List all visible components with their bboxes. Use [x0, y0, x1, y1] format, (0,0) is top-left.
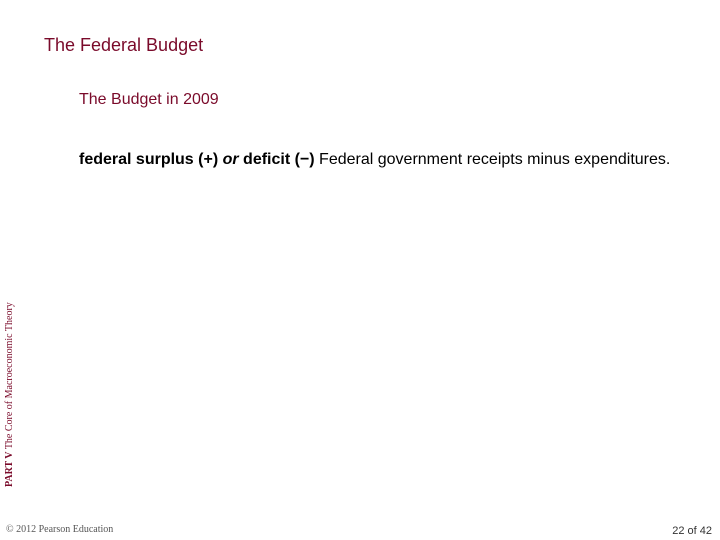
- definition-term-surplus: federal surplus (+): [79, 151, 219, 168]
- slide-title: The Federal Budget: [44, 35, 204, 55]
- definition-term-deficit: deficit (−): [243, 151, 315, 168]
- part-title: The Core of Macroeconomic Theory: [4, 302, 15, 452]
- slide-subtitle: The Budget in 2009: [79, 91, 219, 108]
- copyright-notice: © 2012 Pearson Education: [6, 524, 114, 535]
- part-side-label: [4, 302, 15, 487]
- part-number: PART V: [4, 451, 15, 487]
- page-number: 22 of 42: [672, 525, 712, 537]
- definition-paragraph: [79, 149, 679, 170]
- definition-text: Federal government receipts minus expenditures.: [314, 151, 671, 168]
- definition-term-connector: or: [218, 151, 244, 168]
